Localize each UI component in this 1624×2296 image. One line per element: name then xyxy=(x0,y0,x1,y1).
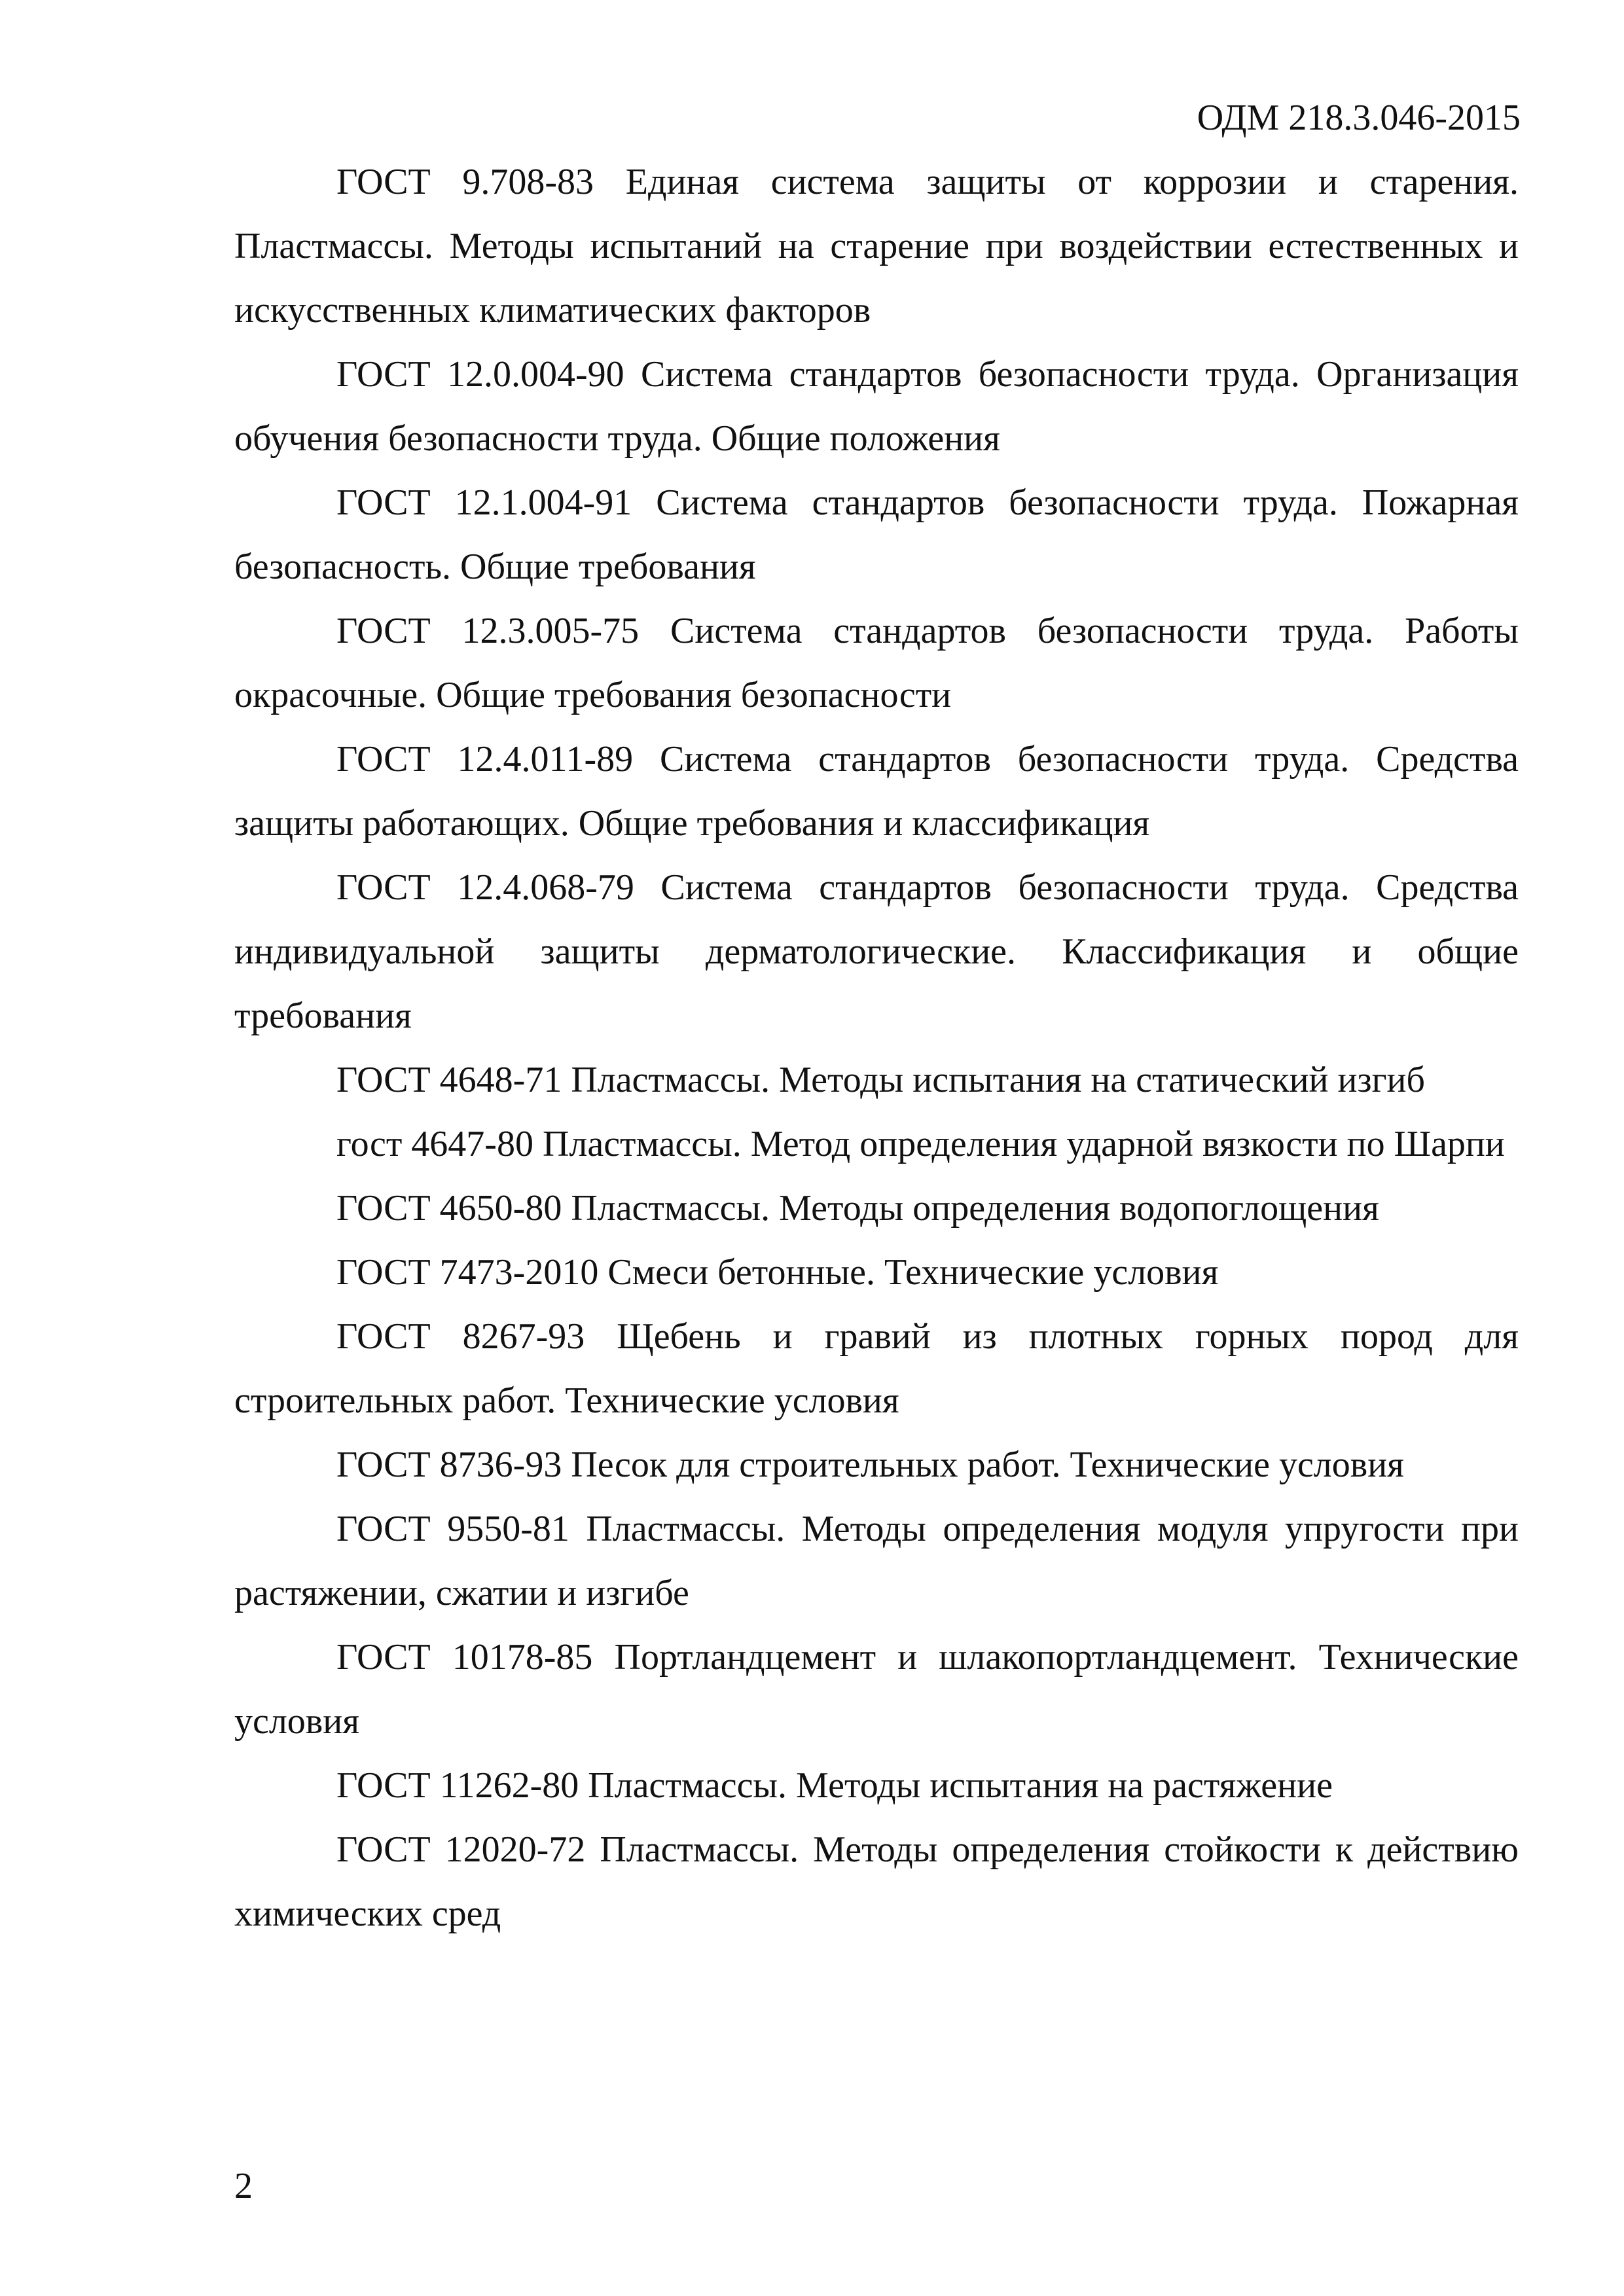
normative-references-list xyxy=(234,150,1519,1946)
reference-item: ГОСТ 10178-85 Портландцемент и шлакопортландцемент. Технические условия xyxy=(234,1637,1519,1742)
reference-item: ГОСТ 12.3.005-75 Система стандартов безопасности труда. Работы окрасочные. Общие требования безопасности xyxy=(234,611,1519,715)
reference-item: ГОСТ 12.4.068-79 Система стандартов безопасности труда. Средства индивидуальной защиты дерматологические. Классификация и общие требования xyxy=(234,867,1519,1036)
reference-item: ГОСТ 8736-93 Песок для строительных работ. Технические условия xyxy=(336,1444,1404,1485)
reference-item: ГОСТ 12.4.011-89 Система стандартов безопасности труда. Средства защиты работающих. Общие требования и классификация xyxy=(234,739,1519,844)
reference-item: ГОСТ 12.1.004-91 Система стандартов безопасности труда. Пожарная безопасность. Общие требования xyxy=(234,482,1519,587)
reference-item: ГОСТ 4650-80 Пластмассы. Методы определения водопоглощения xyxy=(336,1188,1379,1229)
reference-item: ГОСТ 12020-72 Пластмассы. Методы определения стойкости к действию химических сред xyxy=(234,1829,1519,1934)
reference-item: ГОСТ 9550-81 Пластмассы. Методы определения модуля упругости при растяжении, сжатии и изгибе xyxy=(234,1509,1519,1613)
reference-item: гост 4647-80 Пластмассы. Метод определения ударной вязкости по Шарпи xyxy=(336,1124,1505,1164)
reference-item: ГОСТ 11262-80 Пластмассы. Методы испытания на растяжение xyxy=(336,1765,1333,1806)
document-code-header: ОДМ 218.3.046-2015 xyxy=(1197,98,1521,138)
reference-item: ГОСТ 12.0.004-90 Система стандартов безопасности труда. Организация обучения безопасности труда. Общие положения xyxy=(234,354,1519,459)
reference-item: ГОСТ 9.708-83 Единая система защиты от коррозии и старения. Пластмассы. Методы испытаний на старение при воздействии естественных и искусственных климатических факторов xyxy=(234,162,1519,331)
reference-item: ГОСТ 8267-93 Щебень и гравий из плотных горных пород для строительных работ. Технические условия xyxy=(234,1316,1519,1421)
page-number: 2 xyxy=(234,2166,253,2206)
reference-item: ГОСТ 7473-2010 Смеси бетонные. Технические условия xyxy=(336,1252,1219,1293)
reference-item: ГОСТ 4648-71 Пластмассы. Методы испытания на статический изгиб xyxy=(336,1060,1426,1100)
